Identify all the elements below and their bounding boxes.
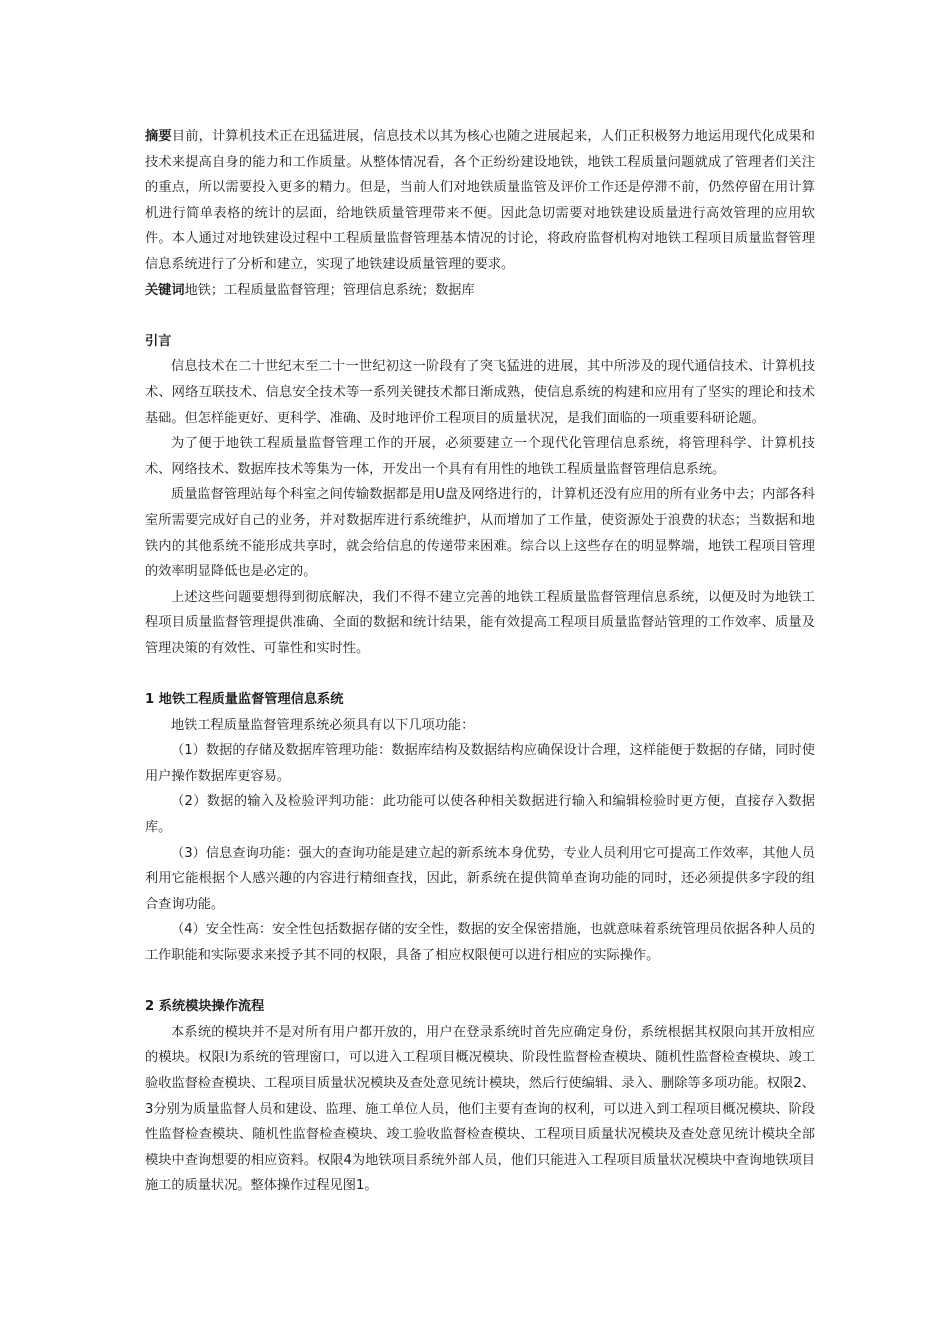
section-1-paragraph-1: 地铁工程质量监督管理系统必须具有以下几项功能： bbox=[171, 717, 475, 733]
intro-paragraph-1: 信息技术在二十世纪末至二十一世纪初这一阶段有了突飞猛进的进展，其中所涉及的现代通信技术、计算机技术、网络互联技术、信息安全技术等一系列关键技术都日渐成熟，使信息系统的构建和应用有了坚实的理论和技术基础。但怎样能更好、更科学、准确、及时地评价工程项目的质量状况，是我们面临的一项重要科研论题。 bbox=[145, 359, 815, 426]
section-2-heading: 2 系统模块操作流程 bbox=[145, 999, 265, 1015]
keywords-paragraph bbox=[145, 278, 815, 304]
document-page bbox=[145, 124, 815, 1199]
section-1-item-4: （4）安全性高：安全性包括数据存储的安全性，数据的安全保密措施，也就意味着系统管理员依据各种人员的工作职能和实际要求来授予其不同的权限，具备了相应权限便可以进行相应的实际操作。 bbox=[145, 922, 815, 963]
section-2-paragraph-1: 本系统的模块并不是对所有用户都开放的，用户在登录系统时首先应确定身份，系统根据其权限向其开放相应的模块。权限Ⅰ为系统的管理窗口，可以进入工程项目概况模块、阶段性监督检查模块、随机性监督检查模块、竣工验收监督检查模块、工程项目质量状况模块及查处意见统计模块，然后行使编辑、录入、删除等多项功能。权限2、3分别为质量监督人员和建设、监理、施工单位人员，他们主要有查询的权利，可以进入到工程项目概况模块、阶段性监督检查模块、随机性监督检查模块、竣工验收监督检查模块、工程项目质量状况模块及查处意见统计模块全部模块中查询想要的相应资料。权限4为地铁项目系统外部人员，他们只能进入工程项目质量状况模块中查询地铁项目施工的质量状况。整体操作过程见图1。 bbox=[145, 1024, 815, 1194]
abstract-text: 目前，计算机技术正在迅猛进展，信息技术以其为核心也随之进展起来，人们正积极努力地运用现代化成果和技术来提高自身的能力和工作质量。从整体情况看，各个正纷纷建设地铁，地铁工程质量问题就成了管理者们关注的重点，所以需要投入更多的精力。但是，当前人们对地铁质量监管及评价工作还是停滞不前，仍然停留在用计算机进行简单表格的统计的层面，给地铁质量管理带来不便。因此急切需要对地铁建设质量进行高效管理的应用软件。本人通过对地铁建设过程中工程质量监督管理基本情况的讨论，将政府监督机构对地铁工程项目质量监督管理信息系统进行了分析和建立，实现了地铁建设质量管理的要求。 bbox=[145, 129, 815, 272]
intro-paragraph-2: 为了便于地铁工程质量监督管理工作的开展，必须要建立一个现代化管理信息系统，将管理科学、计算机技术、网络技术、数据库技术等集为一体，开发出一个具有有用性的地铁工程质量监督管理信息系统。 bbox=[145, 436, 815, 477]
section-1-item-2: （2）数据的输入及检验评判功能：此功能可以使各种相关数据进行输入和编辑检验时更方便，直接存入数据库。 bbox=[145, 794, 815, 836]
section-1-item-3: （3）信息查询功能：强大的查询功能是建立起的新系统本身优势，专业人员利用它可提高工作效率，其他人员利用它能根据个人感兴趣的内容进行精细查找，因此，新系统在提供简单查询功能的同时，还必须提供多字段的组合查询功能。 bbox=[145, 845, 815, 912]
keywords-text: 地铁；工程质量监督管理；管理信息系统；数据库 bbox=[184, 282, 475, 298]
section-1-heading: 1 地铁工程质量监督管理信息系统 bbox=[145, 692, 344, 708]
section-1-item-1: （1）数据的存储及数据库管理功能：数据库结构及数据结构应确保设计合理，这样能便于数据的存储，同时使用户操作数据库更容易。 bbox=[145, 743, 815, 784]
abstract-label: 摘要 bbox=[145, 129, 172, 144]
keywords-label: 关键词 bbox=[145, 282, 185, 298]
intro-paragraph-3: 质量监督管理站每个科室之间传输数据都是用U盘及网络进行的，计算机还没有应用的所有业务中去；内部各科室所需要完成好自己的业务，并对数据库进行系统维护，从而增加了工作量，使资源处于浪费的状态；当数据和地铁内的其他系统不能形成共享时，就会给信息的传递带来困难。综合以上这些存在的明显弊端，地铁工程项目管理的效率明显降低也是必定的。 bbox=[145, 487, 815, 580]
intro-heading: 引言 bbox=[145, 333, 172, 349]
abstract-paragraph bbox=[145, 124, 815, 278]
intro-paragraph-4: 上述这些问题要想得到彻底解决，我们不得不建立完善的地铁工程质量监督管理信息系统，以便及时为地铁工程项目质量监督管理提供准确、全面的数据和统计结果，能有效提高工程项目质量监督站管理的工作效率、质量及管理决策的有效性、可靠性和实时性。 bbox=[145, 589, 815, 656]
